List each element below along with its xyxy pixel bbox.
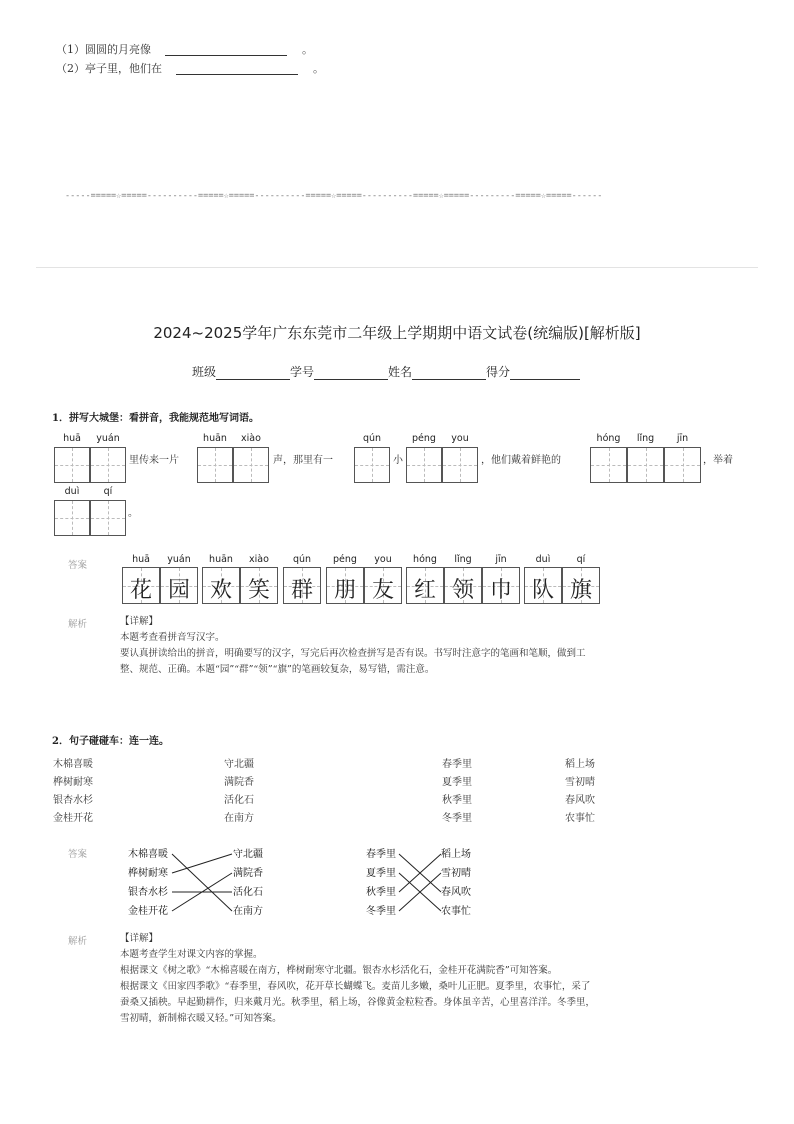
- answer-char: 花: [129, 578, 152, 603]
- question-1-title: 1．拼写大城堡：看拼音，我能规范地写词语。: [52, 413, 259, 424]
- answer-connecting-lines-left: [170, 845, 236, 921]
- match-item[interactable]: 在南方: [224, 813, 254, 824]
- answer-blank[interactable]: [176, 64, 298, 75]
- writing-box[interactable]: [54, 447, 90, 483]
- pinyin: yuán: [167, 554, 191, 565]
- connect-line: [172, 854, 232, 911]
- match-column-left-b: [224, 756, 254, 828]
- document-title: 2024~2025学年广东东莞市二年级上学期期中语文试卷(统编版)[解析版]: [153, 324, 641, 342]
- analysis-line: 根据课文《树之歌》“木棉喜暖在南方，桦树耐寒守北疆。银杏水杉活化石，金桂开花满院香”可知答案。: [120, 965, 558, 976]
- pinyin: qún: [292, 554, 312, 565]
- analysis-line: 【详解】: [120, 933, 159, 944]
- answer-char-box: [326, 567, 364, 604]
- pinyin: jīn: [495, 554, 507, 565]
- answer-char: 领: [451, 578, 474, 603]
- pinyin: hóng: [413, 554, 437, 565]
- match-column-right-b: [565, 756, 595, 828]
- answer-item: 活化石: [233, 887, 263, 898]
- analysis-line: 本题考查学生对课文内容的掌握。: [120, 949, 263, 960]
- pinyin: duì: [535, 554, 551, 565]
- analysis-line: 蚕桑又插秧。早起勤耕作，归来戴月光。秋季里，稻上场，谷像黄金粒粒香。身体虽辛苦，心里喜洋洋。冬季里，: [120, 997, 596, 1008]
- answer-char: 笑: [247, 578, 270, 603]
- writing-box[interactable]: [442, 447, 478, 483]
- answer-char: 红: [413, 578, 436, 603]
- score-label: 得分: [486, 365, 511, 379]
- pinyin: huā: [63, 433, 81, 444]
- analysis-label: 解析: [68, 619, 88, 630]
- answer-char: 巾: [489, 578, 512, 603]
- analysis-text: [120, 931, 740, 1027]
- answer-char-box: [160, 567, 198, 604]
- punct: 。: [313, 62, 324, 75]
- match-item[interactable]: 桦树耐寒: [53, 777, 93, 788]
- match-item[interactable]: 春风吹: [565, 795, 595, 806]
- pinyin: xiào: [241, 433, 261, 444]
- question-label: （2）亭子里，他们在: [56, 62, 162, 75]
- analysis-line: 根据课文《田家四季歌》“春季里，春风吹，花开草长蝴蝶飞。麦苗儿多嫩，桑叶儿正肥。夏季里，农事忙，采了: [120, 981, 591, 992]
- analysis-line: 本题考查看拼音写汉字。: [120, 632, 225, 643]
- question-line-2: [56, 60, 324, 76]
- writing-box[interactable]: [627, 447, 664, 483]
- answer-item: 银杏水杉: [128, 887, 168, 898]
- sentence-text: 。: [128, 508, 138, 519]
- analysis-label: 解析: [68, 936, 88, 947]
- answer-char: 朋: [333, 578, 356, 603]
- info-line: [192, 363, 580, 380]
- match-item[interactable]: 农事忙: [565, 813, 595, 824]
- id-label: 学号: [290, 365, 315, 379]
- sentence-text: 里传来一片: [129, 455, 179, 466]
- pinyin: qí: [576, 554, 586, 565]
- answer-char: 欢: [209, 578, 232, 603]
- answer-char-box: [240, 567, 278, 604]
- writing-box[interactable]: [54, 500, 90, 536]
- pinyin: hóng: [596, 433, 621, 444]
- pinyin: jīn: [676, 433, 689, 444]
- pinyin: huān: [209, 554, 233, 565]
- answer-item: 在南方: [233, 906, 263, 917]
- writing-box[interactable]: [197, 447, 233, 483]
- analysis-line: 要认真拼读给出的拼音，明确要写的汉字，写完后再次检查拼写是否有误。书写时注意字的笔画和笔顺，做到工: [120, 648, 586, 659]
- match-item[interactable]: 春季里: [442, 759, 472, 770]
- pinyin: you: [374, 554, 392, 565]
- match-item[interactable]: 秋季里: [442, 795, 472, 806]
- match-column-right-a: [442, 756, 472, 828]
- writing-box[interactable]: [406, 447, 442, 483]
- match-item[interactable]: 金桂开花: [53, 813, 93, 824]
- pinyin: qún: [362, 433, 382, 444]
- writing-box[interactable]: [354, 447, 390, 483]
- answer-label: 答案: [68, 560, 88, 571]
- answer-item: 桦树耐寒: [128, 868, 168, 879]
- answer-char-box: [406, 567, 444, 604]
- answer-item: 春季里: [366, 849, 396, 860]
- answer-blank[interactable]: [165, 45, 287, 56]
- pinyin: duì: [64, 486, 80, 497]
- answer-item: 金桂开花: [128, 906, 168, 917]
- answer-item: 稻上场: [441, 849, 471, 860]
- answer-char-box: [562, 567, 600, 604]
- answer-item: 雪初晴: [441, 868, 471, 879]
- writing-box[interactable]: [664, 447, 701, 483]
- answer-char: 旗: [569, 578, 592, 603]
- score-field[interactable]: [510, 367, 580, 380]
- analysis-line: 【详解】: [120, 616, 159, 627]
- answer-char: 友: [371, 578, 394, 603]
- answer-char-box: [202, 567, 240, 604]
- pinyin: xiào: [249, 554, 269, 565]
- class-field[interactable]: [216, 367, 290, 380]
- sentence-text: 声，那里有一: [273, 455, 333, 466]
- name-label: 姓名: [388, 365, 413, 379]
- pinyin: lǐng: [454, 554, 472, 565]
- match-item[interactable]: 木棉喜暖: [53, 759, 93, 770]
- answer-item: 秋季里: [366, 887, 396, 898]
- pinyin: huā: [132, 554, 150, 565]
- answer-char: 群: [290, 578, 313, 603]
- answer-item: 满院香: [233, 868, 263, 879]
- class-label: 班级: [192, 365, 217, 379]
- match-item[interactable]: 活化石: [224, 795, 254, 806]
- writing-box[interactable]: [90, 447, 126, 483]
- answer-column-left-a: [128, 845, 168, 921]
- pinyin: péng: [333, 554, 357, 565]
- pinyin: yuán: [96, 433, 120, 444]
- sentence-text: 小: [393, 455, 403, 466]
- question-2-title: 2．句子碰碰车：连一连。: [52, 736, 169, 747]
- answer-item: 冬季里: [366, 906, 396, 917]
- id-field[interactable]: [314, 367, 388, 380]
- answer-char-box: [364, 567, 402, 604]
- analysis-line: 雪初晴，新制棉衣暖又轻。”可知答案。: [120, 1013, 282, 1024]
- answer-char: 队: [531, 578, 554, 603]
- answer-label: 答案: [68, 849, 88, 860]
- question-line-1: [56, 41, 313, 57]
- answer-char: 园: [167, 578, 190, 603]
- pinyin: lǐng: [636, 433, 655, 444]
- match-item[interactable]: 夏季里: [442, 777, 472, 788]
- sentence-text: ，他们戴着鲜艳的: [481, 455, 561, 466]
- answer-column-left-b: [233, 845, 263, 921]
- match-item[interactable]: 冬季里: [442, 813, 472, 824]
- match-item[interactable]: 满院香: [224, 777, 254, 788]
- match-item[interactable]: 银杏水杉: [53, 795, 93, 806]
- pinyin: péng: [412, 433, 436, 444]
- connect-line: [172, 854, 232, 873]
- writing-box[interactable]: [233, 447, 269, 483]
- answer-item: 木棉喜暖: [128, 849, 168, 860]
- match-column-left-a: [53, 756, 93, 828]
- answer-char-box: [122, 567, 160, 604]
- analysis-line: 整、规范、正确。本题“园”“群”“领”“旗”的笔画较复杂，易写错，需注意。: [120, 664, 435, 675]
- answer-char-box: [482, 567, 520, 604]
- answer-item: 夏季里: [366, 868, 396, 879]
- question-label: （1）圆圆的月亮像: [56, 43, 151, 56]
- pinyin: you: [451, 433, 469, 444]
- page-divider: -----=====☆=====----------=====☆=====----------=====☆=====----------=====☆=====---------=====☆=====------: [65, 191, 603, 201]
- pinyin: huān: [203, 433, 227, 444]
- answer-column-right-b: [441, 845, 471, 921]
- name-field[interactable]: [412, 367, 486, 380]
- match-item[interactable]: 守北疆: [224, 759, 254, 770]
- punct: 。: [302, 43, 313, 56]
- answer-char-box: [283, 567, 321, 604]
- answer-column-right-a: [366, 845, 396, 921]
- match-item[interactable]: 稻上场: [565, 759, 595, 770]
- answer-item: 守北疆: [233, 849, 263, 860]
- answer-char-box: [524, 567, 562, 604]
- answer-item: 春风吹: [441, 887, 471, 898]
- answer-item: 农事忙: [441, 906, 471, 917]
- answer-char-box: [444, 567, 482, 604]
- sentence-text: ，举着: [703, 455, 733, 466]
- page-separator: [36, 267, 758, 268]
- analysis-text: [120, 614, 720, 678]
- pinyin: qí: [103, 486, 113, 497]
- writing-box[interactable]: [90, 500, 126, 536]
- match-item[interactable]: 雪初晴: [565, 777, 595, 788]
- answer-connecting-lines-right: [398, 845, 444, 921]
- writing-box[interactable]: [590, 447, 627, 483]
